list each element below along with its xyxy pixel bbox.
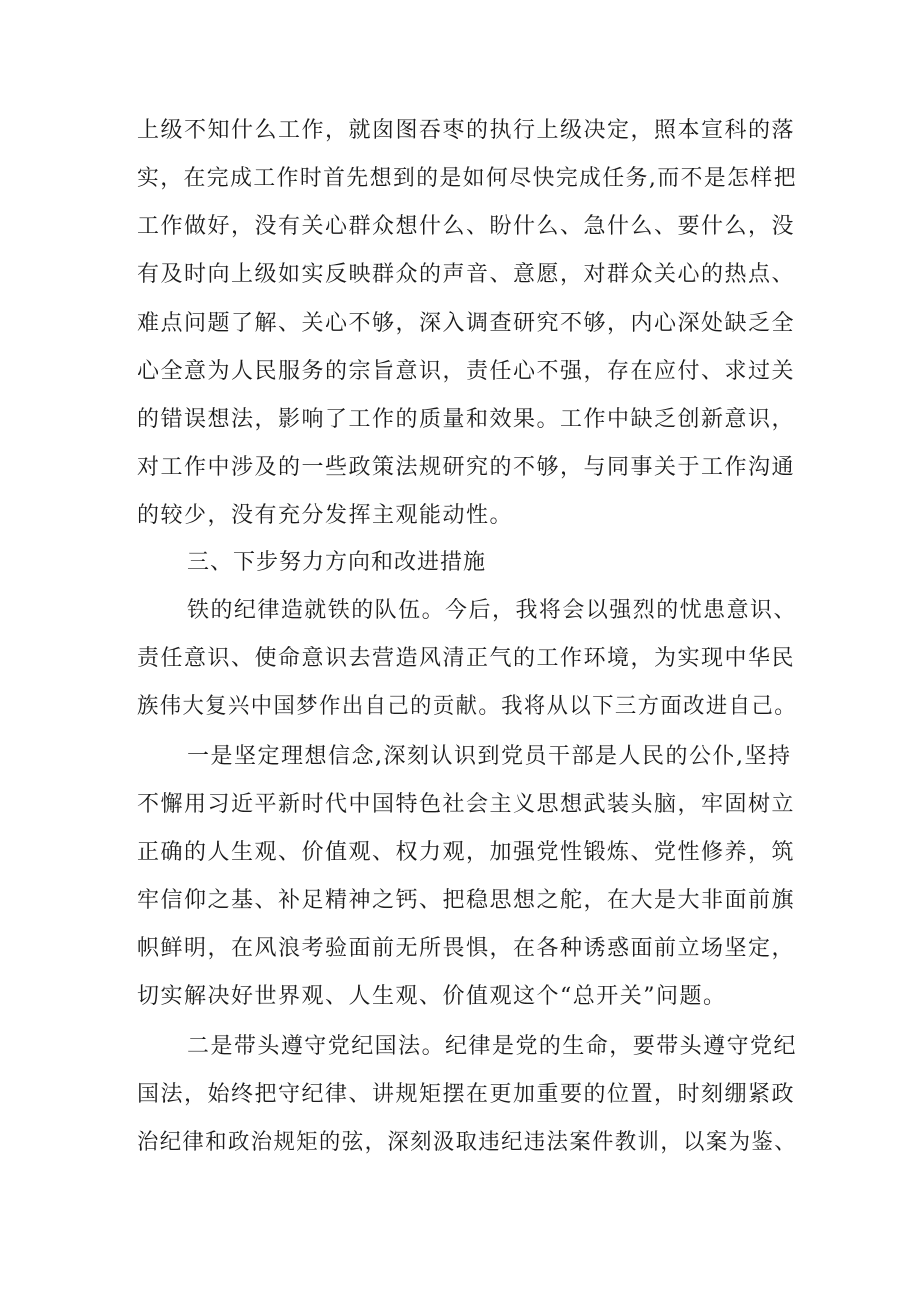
text-line: 难点问题了解、关心不够，深入调查研究不够，内心深处缺乏全	[137, 311, 796, 336]
text-line: 帜鲜明，在风浪考验面前无所畏惧，在各种诱惑面前立场坚定，	[137, 936, 796, 961]
text-line: 责任意识、使命意识去营造风清正气的工作环境，为实现中华民	[137, 646, 796, 671]
text-line: 一是坚定理想信念,深刻认识到党员干部是人民的公仆,坚持	[187, 744, 792, 769]
text-line: 对工作中涉及的一些政策法规研究的不够，与同事关于工作沟通	[137, 455, 796, 480]
text-line: 实，在完成工作时首先想到的是如何尽快完成任务,而不是怎样把	[137, 166, 797, 191]
text-line: 的错误想法，影响了工作的质量和效果。工作中缺乏创新意识，	[137, 407, 796, 432]
text-line: 的较少，没有充分发挥主观能动性。	[137, 503, 514, 528]
text-line: 切实解决好世界观、人生观、价值观这个“总开关”问题。	[137, 984, 727, 1009]
text-line: 上级不知什么工作，就囱图吞枣的执行上级决定，照本宣科的落	[137, 118, 796, 143]
text-line: 有及时向上级如实反映群众的声音、意愿，对群众关心的热点、	[137, 262, 796, 287]
text-line: 国法，始终把守纪律、讲规矩摆在更加重要的位置，时刻绷紧政	[137, 1082, 796, 1107]
section-heading: 三、下步努力方向和改进措施	[187, 550, 487, 575]
text-line: 牢信仰之基、补足精神之钙、把稳思想之舵，在大是大非面前旗	[137, 888, 796, 913]
text-line: 工作做好，没有关心群众想什么、盼什么、急什么、要什么，没	[137, 214, 796, 239]
text-line: 二是带头遵守党纪国法。纪律是党的生命，要带头遵守党纪	[187, 1034, 797, 1059]
text-line: 铁的纪律造就铁的队伍。今后，我将会以强烈的忧患意识、	[187, 598, 797, 623]
text-line: 族伟大复兴中国梦作出自己的贡献。我将从以下三方面改进自己。	[137, 694, 797, 719]
text-line: 不懈用习近平新时代中国特色社会主义思想武装头脑，牢固树立	[137, 792, 796, 817]
text-line: 心全意为人民服务的宗旨意识，责任心不强，存在应付、求过关	[137, 359, 796, 384]
text-line: 治纪律和政治规矩的弦，深刻汲取违纪违法案件教训，以案为鉴、	[137, 1130, 797, 1155]
text-line: 正确的人生观、价值观、权力观，加强党性锻炼、党性修养，筑	[137, 840, 796, 865]
